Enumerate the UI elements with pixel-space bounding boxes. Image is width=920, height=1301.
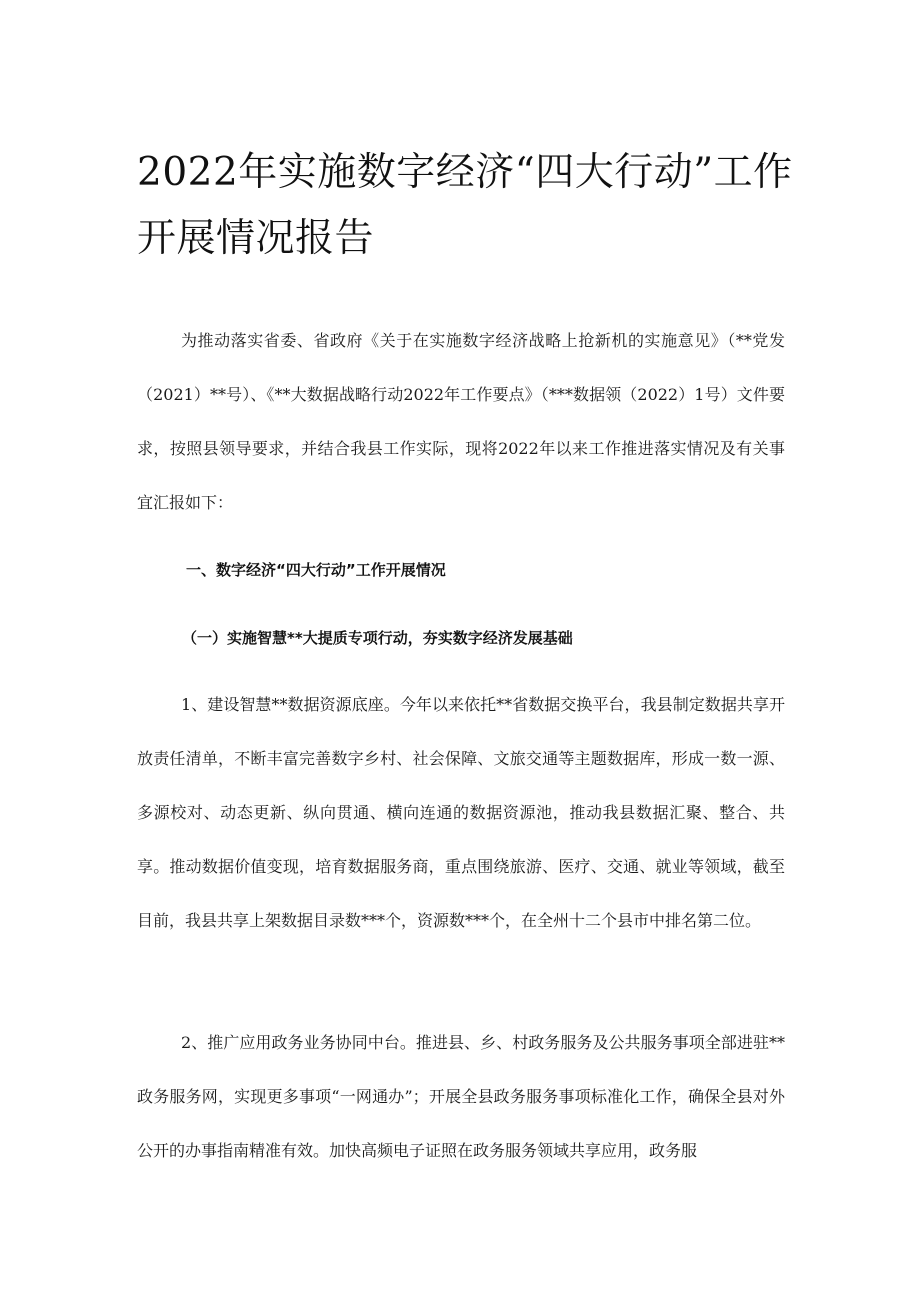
body-paragraph-2: 2、推广应用政务业务协同中台。推进县、乡、村政务服务及公共服务事项全部进驻**政务服务网，实现更多事项“一网通办”；开展全县政务服务事项标准化工作，确保全县对外公开的办事指南精准有效。加快高频电子证照在政务服务领域共享应用，政务服	[137, 1033, 785, 1160]
body-paragraph-1: 1、建设智慧**数据资源底座。今年以来依托**省数据交换平台，我县制定数据共享开放责任清单，不断丰富完善数字乡村、社会保障、文旅交通等主题数据库，形成一数一源、多源校对、动态更新、纵向贯通、横向连通的数据资源池，推动我县数据汇聚、整合、共享。推动数据价值变现，培育数据服务商，重点围绕旅游、医疗、交通、就业等领域，截至目前，我县共享上架数据目录数***个，资源数***个，在全州十二个县市中排名第二位。	[137, 695, 785, 930]
title-line-2: 开展情况报告	[137, 216, 375, 261]
subsection-heading-1: （一）实施智慧**大提质专项行动，夯实数字经济发展基础	[182, 629, 573, 647]
intro-paragraph: 为推动落实省委、省政府《关于在实施数字经济战略上抢新机的实施意见》（**党发（2021）**号）、《**大数据战略行动2022年工作要点》（***数据领（2022）1号）文件要求，按照县领导要求，并结合我县工作实际，现将2022年以来工作推进落实情况及有关事宜汇报如下：	[137, 331, 785, 512]
document-title	[137, 140, 797, 272]
title-line-1: 2022年实施数字经济“四大行动”工作	[137, 150, 793, 195]
section-heading-1: 一、数字经济“四大行动”工作开展情况	[186, 561, 446, 579]
